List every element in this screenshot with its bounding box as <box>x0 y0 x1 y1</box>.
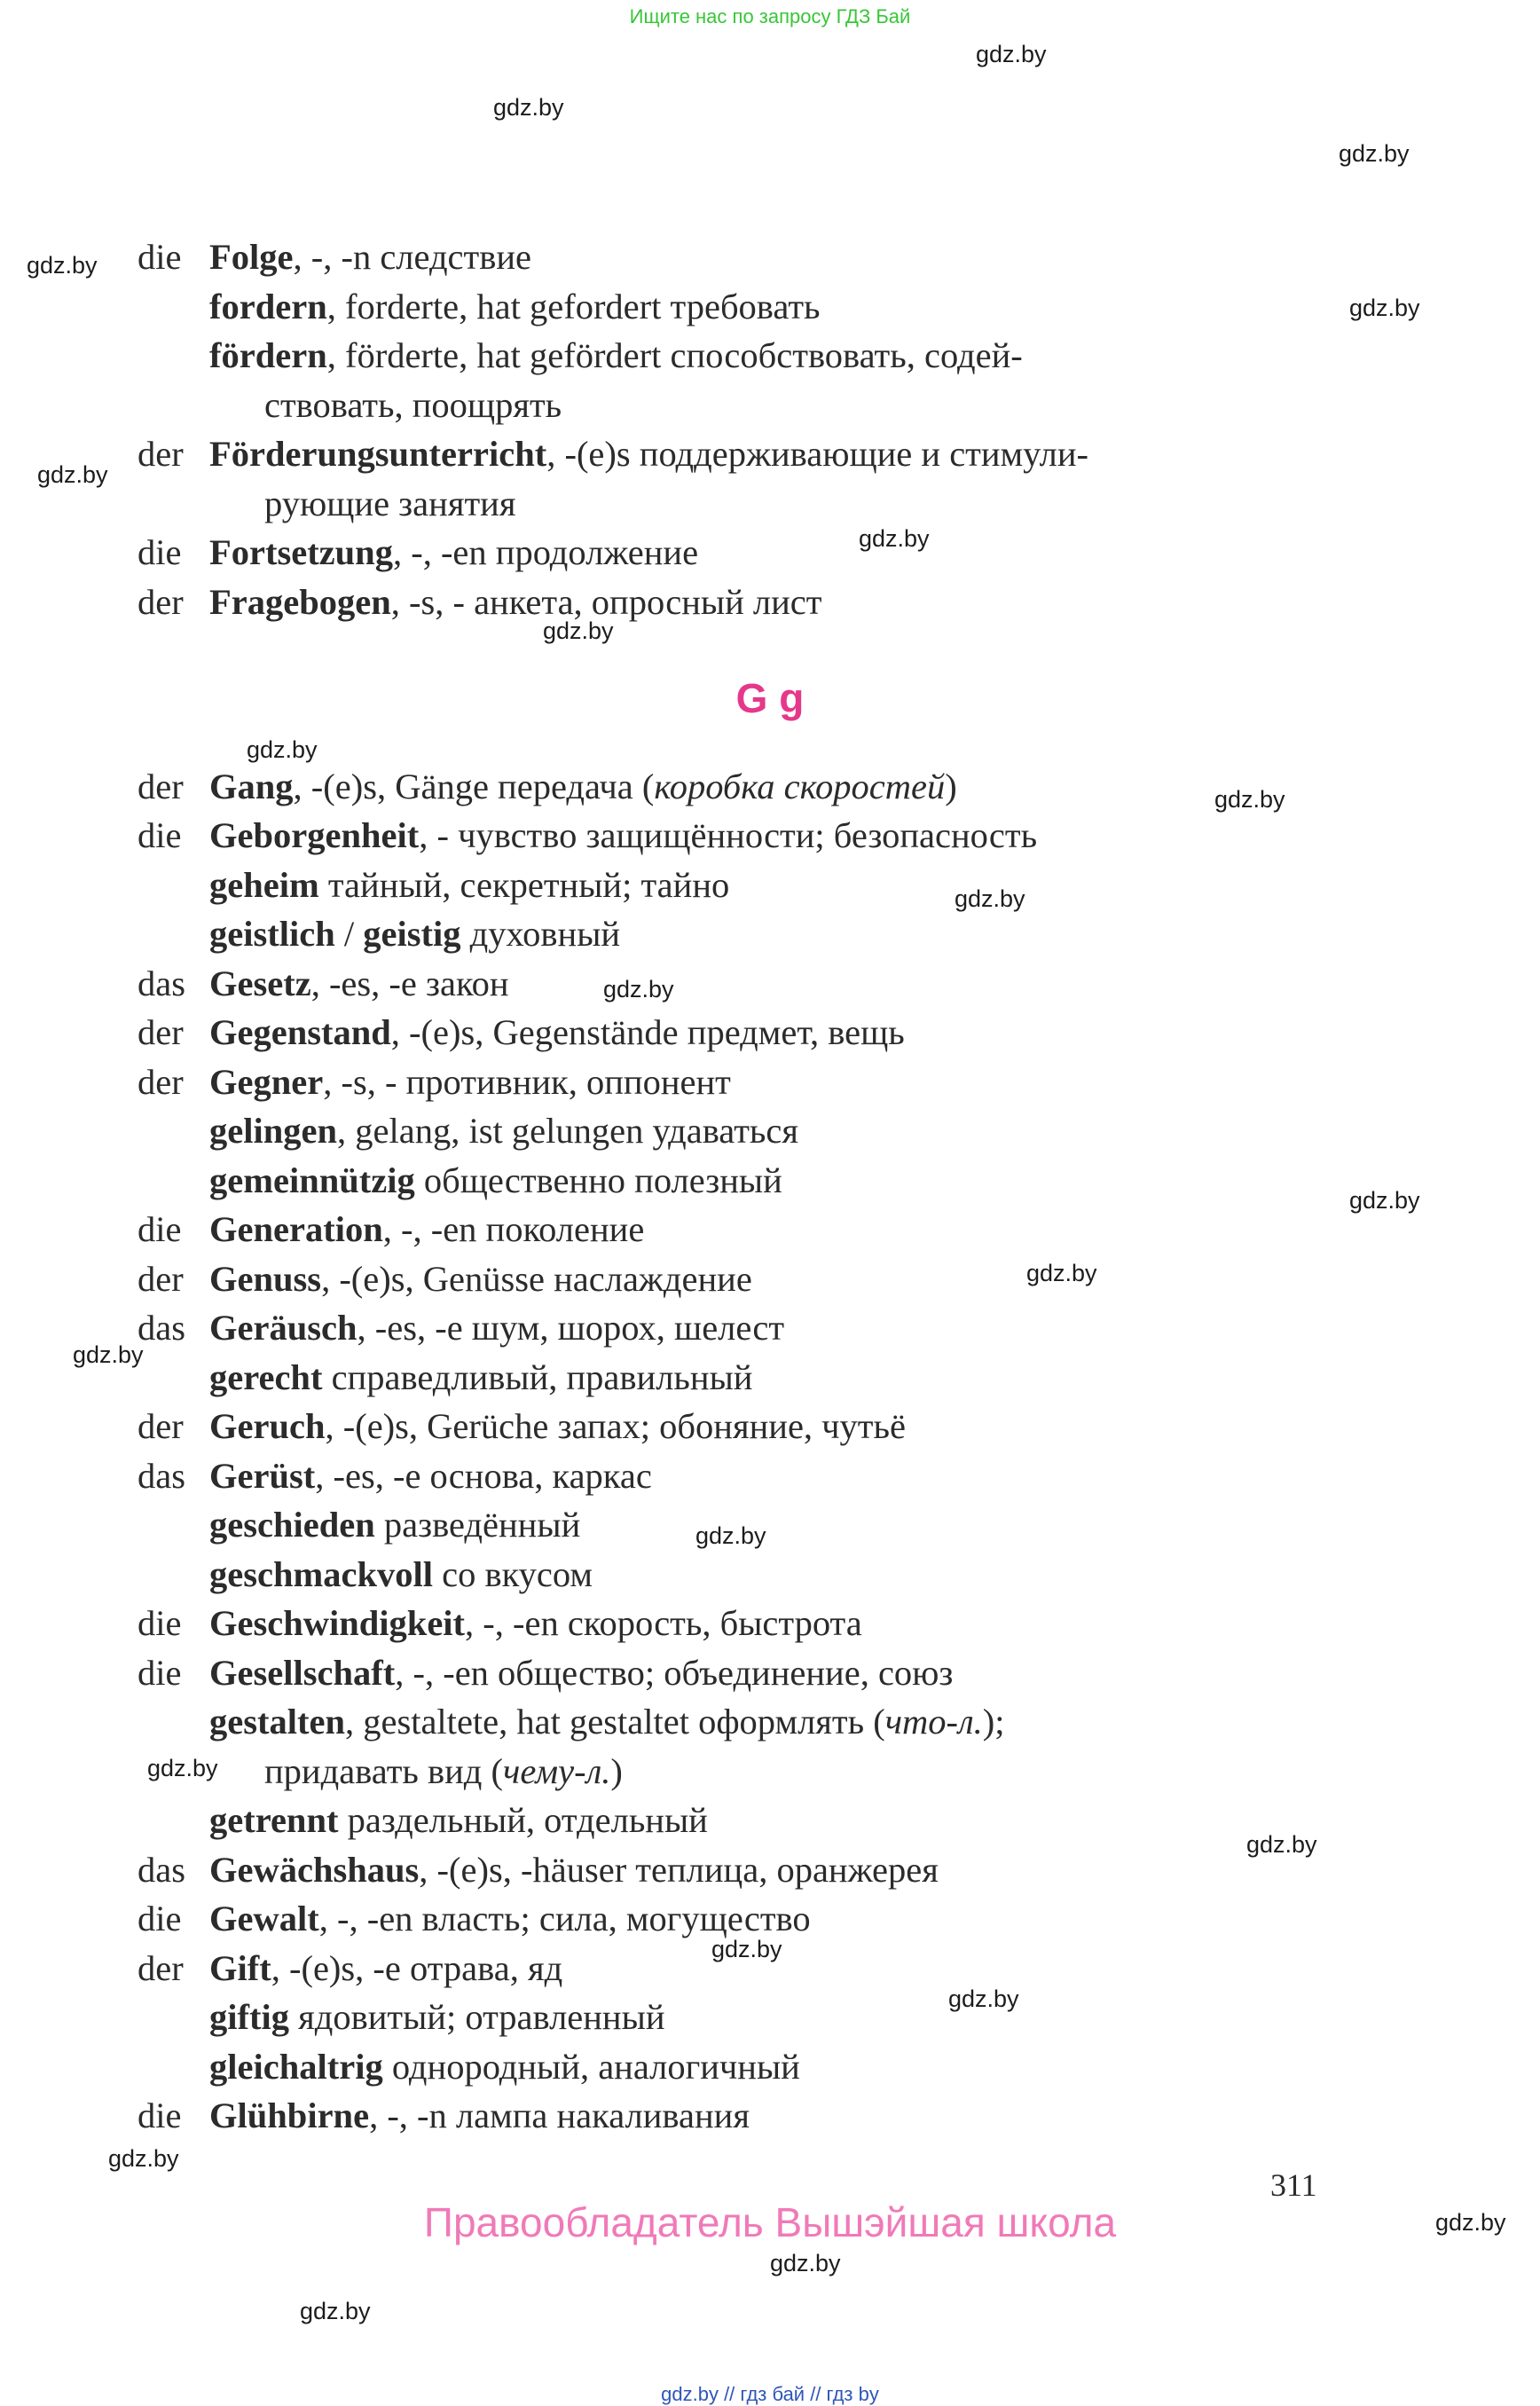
entry-definition: , -, -en поколение <box>382 1209 645 1249</box>
watermark: gdz.by <box>1349 295 1420 321</box>
dictionary-entry <box>138 1599 862 1648</box>
entry-article: die <box>138 237 182 277</box>
watermark: gdz.by <box>1026 1260 1097 1286</box>
entry-headword: gleichaltrig <box>209 2047 383 2087</box>
watermark: gdz.by <box>955 885 1025 912</box>
entry-definition: , gelang, ist gelungen удаваться <box>337 1111 799 1151</box>
watermark: gdz.by <box>948 1985 1019 2012</box>
copyright-owner: Правообладатель Вышэйшая школа <box>423 2199 1117 2245</box>
entry-definition: придавать вид ( <box>264 1751 504 1791</box>
entry-definition: , -(e)s, Gänge передача ( <box>293 767 655 806</box>
entry-article: die <box>138 1899 182 1938</box>
entry-headword: Fortsetzung <box>209 532 393 572</box>
watermark: gdz.by <box>493 94 564 121</box>
entry-article: die <box>138 532 182 572</box>
dictionary-entry <box>138 959 509 1009</box>
entry-continuation <box>264 1747 623 1797</box>
entry-note: что-л. <box>884 1702 983 1742</box>
entry-headword: fördern <box>209 335 327 375</box>
entry-definition: , -s, - противник, оппонент <box>323 1062 731 1102</box>
entry-definition: раздельный, отдельный <box>338 1800 708 1840</box>
entry-headword: geheim <box>209 865 319 905</box>
dictionary-entry <box>138 1205 644 1254</box>
entry-headword: Gewalt <box>209 1899 319 1938</box>
entry-definition-end: ) <box>610 1751 623 1791</box>
entry-definition: , -(e)s, Gegenstände предмет, вещь <box>390 1012 905 1052</box>
entry-article: die <box>138 1209 182 1249</box>
entry-headword: Folge <box>209 237 294 277</box>
dictionary-entry <box>209 1993 665 2042</box>
watermark: gdz.by <box>1435 2209 1506 2236</box>
entry-headword: gerecht <box>209 1357 323 1397</box>
entry-article: der <box>138 1012 184 1052</box>
entry-headword: Gesellschaft <box>209 1653 396 1693</box>
entry-headword: Genuss <box>209 1259 322 1299</box>
dictionary-entry <box>138 1254 752 1304</box>
entry-continuation <box>264 479 515 529</box>
dictionary-entry <box>138 429 1088 479</box>
watermark: gdz.by <box>1246 1831 1317 1858</box>
entry-definition: , -, -en общество; объединение, союз <box>395 1653 954 1693</box>
dictionary-entry <box>209 331 1023 381</box>
entry-definition: , -es, -e основа, каркас <box>315 1456 652 1496</box>
entry-definition: , - чувство защищённости; безопасность <box>419 815 1038 855</box>
top-banner: Ищите нас по запросу ГДЗ Бай <box>629 5 911 28</box>
dictionary-entry <box>209 282 821 332</box>
entry-definition: духовный <box>460 914 621 954</box>
entry-headword: geschmackvoll <box>209 1554 433 1594</box>
entry-definition: ядовитый; отравленный <box>288 1997 665 2037</box>
entry-definition: справедливый, правильный <box>322 1357 753 1397</box>
entry-article: das <box>138 1456 185 1496</box>
entry-definition: , -(e)s поддерживающие и стимули- <box>546 434 1089 474</box>
entry-headword: Gegner <box>209 1062 324 1102</box>
entry-definition: , -, -n следствие <box>293 237 531 277</box>
dictionary-entry <box>138 1845 939 1895</box>
entry-headword: fordern <box>209 287 327 326</box>
entry-note: коробка скоростей <box>654 767 946 806</box>
dictionary-entry <box>209 861 729 910</box>
entry-article: das <box>138 1308 185 1348</box>
section-letter: G g <box>735 675 805 721</box>
footer-links[interactable]: gdz.by // гдз бай // гдз by <box>661 2383 879 2405</box>
entry-note: чему-л. <box>503 1751 611 1791</box>
dictionary-entry <box>209 1697 1005 1747</box>
watermark: gdz.by <box>1349 1187 1420 1214</box>
entry-article: die <box>138 815 182 855</box>
dictionary-entry <box>209 1106 798 1156</box>
dictionary-entry <box>138 1303 784 1353</box>
dictionary-entry <box>138 2091 750 2141</box>
dictionary-entry <box>209 1550 593 1600</box>
entry-definition: , forderte, hat gefordert требовать <box>326 287 821 326</box>
dictionary-entry <box>138 1894 811 1944</box>
entry-headword: Förderungsunterricht <box>209 434 547 474</box>
dictionary-entry <box>138 1058 731 1107</box>
entry-article: der <box>138 1948 184 1988</box>
entry-definition: однородный, аналогичный <box>382 2047 800 2087</box>
dictionary-entry <box>138 1648 953 1698</box>
entry-definition: , -(e)s, -e отрава, яд <box>271 1948 563 1988</box>
entry-definition: , förderte, hat gefördert способствовать, содей- <box>326 335 1023 375</box>
entry-article: das <box>138 963 185 1003</box>
entry-definition-end: ); <box>982 1702 1005 1742</box>
entry-headword: Gesetz <box>209 963 311 1003</box>
entry-definition: , -, -en продолжение <box>392 532 699 572</box>
entry-definition: , -, -en власть; сила, могущество <box>318 1899 811 1938</box>
watermark: gdz.by <box>1339 140 1410 167</box>
entry-definition: , -(e)s, -häuser теплица, оранжерея <box>419 1850 939 1890</box>
entry-definition: , -es, -e шум, шорох, шелест <box>357 1308 785 1348</box>
entry-headword: Gift <box>209 1948 271 1988</box>
watermark: gdz.by <box>73 1341 144 1368</box>
dictionary-entry <box>138 578 821 627</box>
dictionary-entry <box>209 1156 782 1206</box>
dictionary-entry <box>138 1944 562 1993</box>
entry-definition: ствовать, поощрять <box>264 385 562 425</box>
entry-article: der <box>138 1406 184 1446</box>
entry-definition: , -es, -e закон <box>310 963 509 1003</box>
dictionary-entry <box>138 762 957 812</box>
entry-article: die <box>138 2095 182 2135</box>
entry-headword: Gegenstand <box>209 1012 391 1052</box>
entry-headword: Fragebogen <box>209 582 391 622</box>
page-number: 311 <box>1270 2167 1317 2203</box>
dictionary-entry <box>209 1353 752 1403</box>
entry-headword: gestalten <box>209 1702 345 1742</box>
dictionary-entry <box>209 1796 708 1845</box>
entry-headword: Glühbirne <box>209 2095 370 2135</box>
entry-definition: , -(e)s, Genüsse наслаждение <box>321 1259 752 1299</box>
entry-article: der <box>138 1062 184 1102</box>
entry-article: die <box>138 1653 182 1693</box>
watermark: gdz.by <box>711 1936 782 1962</box>
entry-headword: getrennt <box>209 1800 339 1840</box>
entry-headword: giftig <box>209 1997 289 2037</box>
entry-definition: , -, -n лампа накаливания <box>369 2095 750 2135</box>
entry-definition: рующие занятия <box>264 484 516 523</box>
watermark: gdz.by <box>695 1522 766 1549</box>
dictionary-entry <box>209 909 620 959</box>
entry-article: die <box>138 1603 182 1643</box>
entry-continuation <box>264 381 562 430</box>
dictionary-entry <box>138 1402 906 1451</box>
entry-article: der <box>138 1259 184 1299</box>
entry-definition: со вкусом <box>432 1554 593 1594</box>
entry-article: der <box>138 582 184 622</box>
entry-definition: разведённый <box>374 1505 581 1545</box>
watermark: gdz.by <box>603 976 674 1002</box>
entry-headword: Geräusch <box>209 1308 358 1348</box>
entry-headword: gelingen <box>209 1111 338 1151</box>
dictionary-entry <box>209 1500 580 1550</box>
entry-headword: Gang <box>209 767 294 806</box>
entry-definition: , -, -en скорость, быстрота <box>465 1603 862 1643</box>
watermark: gdz.by <box>859 525 930 552</box>
entry-headword: Generation <box>209 1209 383 1249</box>
entry-separator: / <box>334 914 364 954</box>
dictionary-entry <box>138 811 1037 861</box>
entry-article: das <box>138 1850 185 1890</box>
watermark: gdz.by <box>108 2145 179 2172</box>
entry-headword: Geborgenheit <box>209 815 420 855</box>
watermark: gdz.by <box>147 1755 218 1781</box>
entry-headword: geistlich <box>209 914 335 954</box>
watermark: gdz.by <box>543 617 614 644</box>
entry-headword: geschieden <box>209 1505 375 1545</box>
watermark: gdz.by <box>976 41 1047 67</box>
entry-definition: общественно полезный <box>414 1160 782 1200</box>
watermark: gdz.by <box>27 252 98 279</box>
entry-headword: Gerüst <box>209 1456 316 1496</box>
entry-headword: Geruch <box>209 1406 326 1446</box>
watermark: gdz.by <box>247 736 318 763</box>
entry-headword: gemeinnützig <box>209 1160 415 1200</box>
entry-headword: Gewächshaus <box>209 1850 420 1890</box>
dictionary-entry <box>138 528 698 578</box>
watermark: gdz.by <box>300 2298 371 2324</box>
entry-headword-alt: geistig <box>363 914 461 954</box>
dictionary-entry <box>138 232 531 282</box>
entry-definition: , gestaltete, hat gestaltet оформлять ( <box>344 1702 885 1742</box>
entry-definition: , -(e)s, Gerüche запах; обоняние, чутьё <box>325 1406 906 1446</box>
entry-definition: тайный, секретный; тайно <box>318 865 730 905</box>
entry-headword: Geschwindigkeit <box>209 1603 466 1643</box>
dictionary-entry <box>209 2042 800 2092</box>
entry-definition: , -s, - анкета, опросный лист <box>390 582 822 622</box>
watermark: gdz.by <box>1214 786 1285 813</box>
watermark: gdz.by <box>770 2250 841 2276</box>
entry-article: der <box>138 767 184 806</box>
entry-definition-end: ) <box>945 767 957 806</box>
dictionary-entry <box>138 1008 905 1058</box>
watermark: gdz.by <box>37 461 108 488</box>
dictionary-entry <box>138 1451 652 1501</box>
entry-article: der <box>138 434 184 474</box>
